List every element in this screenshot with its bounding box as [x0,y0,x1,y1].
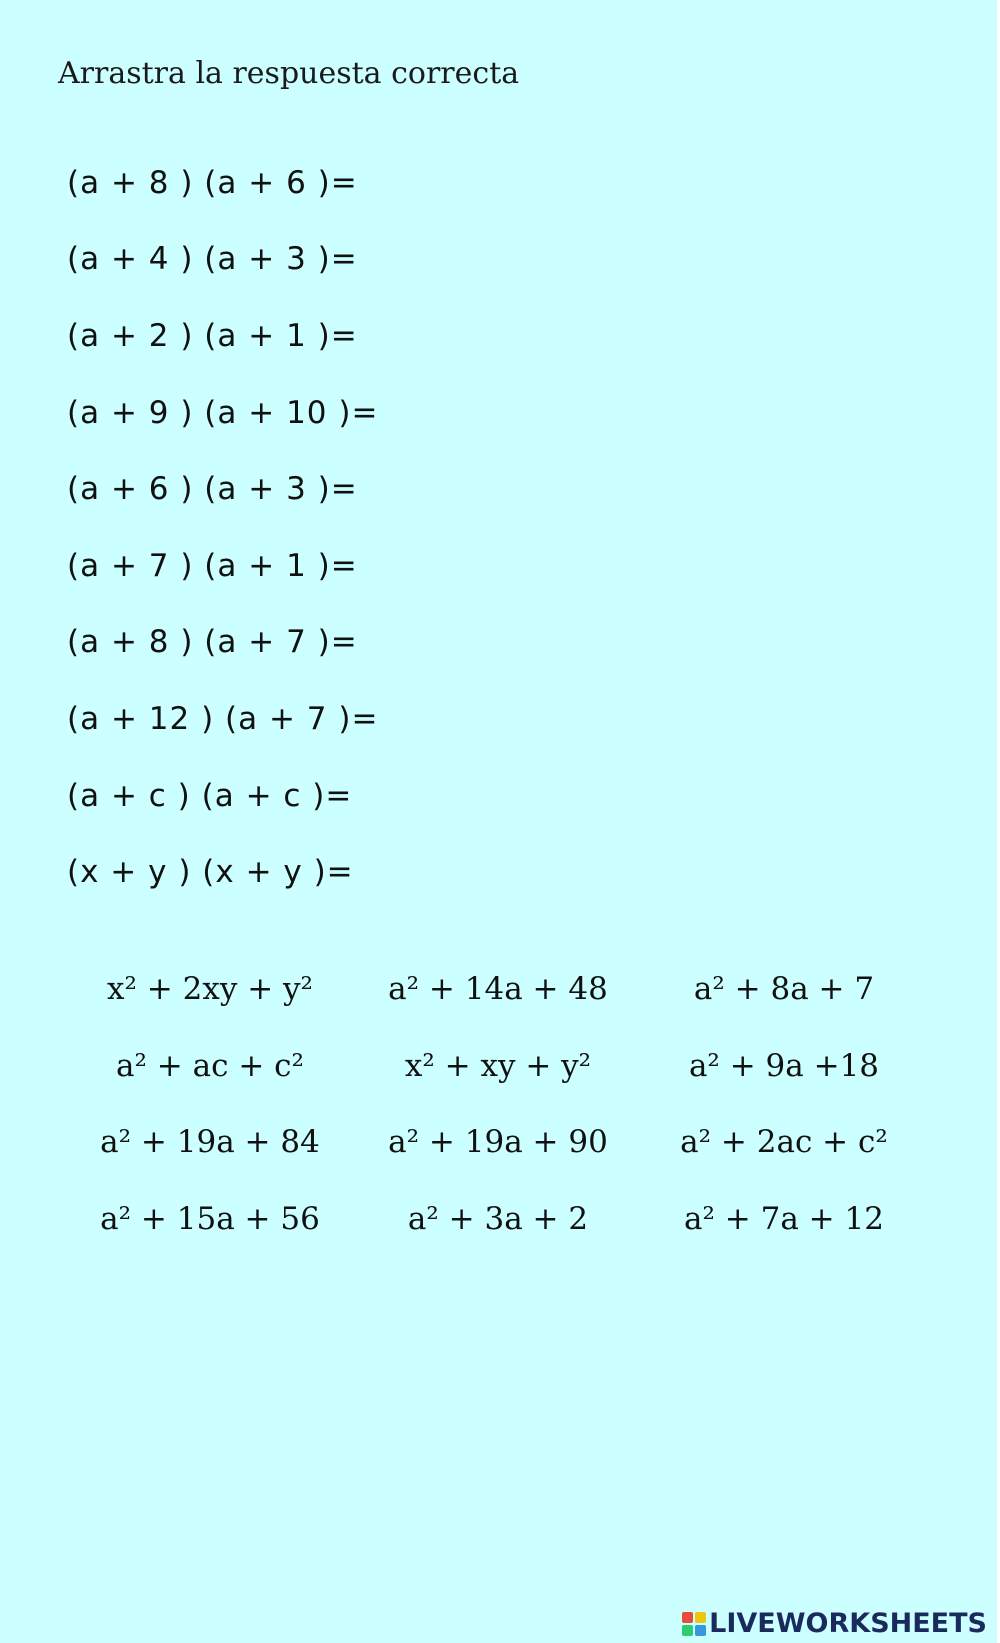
answer-choice[interactable]: a² + 19a + 84 [100,1124,320,1160]
question-6: (a + 7 ) (a + 1 )= [67,548,358,584]
answer-choice[interactable]: a² + 2ac + c² [680,1124,888,1160]
logo-block [682,1625,693,1636]
answer-choice[interactable]: a² + 14a + 48 [388,971,608,1007]
answer-choice[interactable]: a² + 7a + 12 [684,1201,884,1237]
answer-choice[interactable]: a² + 15a + 56 [100,1201,320,1237]
question-2: (a + 4 ) (a + 3 )= [67,241,358,277]
question-10: (x + y ) (x + y )= [67,854,354,890]
instruction-title: Arrastra la respuesta correcta [58,56,520,91]
answer-choice[interactable]: a² + ac + c² [116,1048,304,1084]
question-7: (a + 8 ) (a + 7 )= [67,624,358,660]
question-9: (a + c ) (a + c )= [67,778,353,814]
logo-block [695,1612,706,1623]
answer-choice[interactable]: a² + 9a +18 [688,1048,880,1084]
answer-choice[interactable]: a² + 8a + 7 [693,971,875,1007]
question-3: (a + 2 ) (a + 1 )= [67,318,358,354]
answer-choice[interactable]: a² + 19a + 90 [388,1124,608,1160]
liveworksheets-logo [682,1608,987,1639]
question-4: (a + 9 ) (a + 10 )= [67,395,379,431]
logo-block [682,1612,693,1623]
answer-choice[interactable]: x² + 2xy + y² [107,971,313,1007]
question-8: (a + 12 ) (a + 7 )= [67,701,379,737]
logo-text: LIVEWORKSHEETS [709,1608,987,1639]
question-5: (a + 6 ) (a + 3 )= [67,471,358,507]
answer-choice[interactable]: x² + xy + y² [404,1048,592,1084]
logo-blocks-icon [682,1612,706,1636]
question-1: (a + 8 ) (a + 6 )= [67,165,358,201]
answer-choice[interactable]: a² + 3a + 2 [407,1201,589,1237]
logo-block [695,1625,706,1636]
